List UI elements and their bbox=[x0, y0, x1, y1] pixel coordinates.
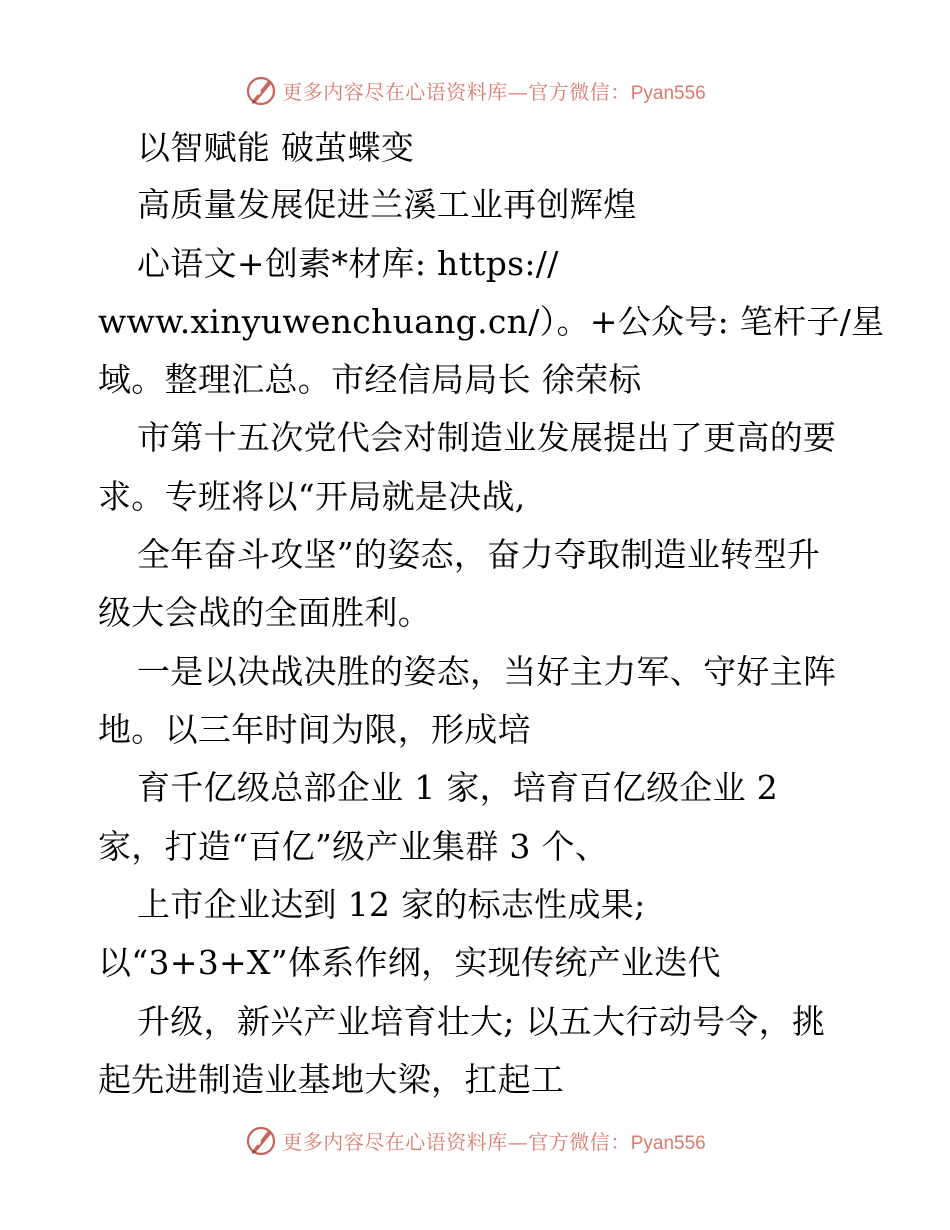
watermark-text: 更多内容尽在心语资料库—官方微信：Pyan556 bbox=[282, 1129, 706, 1154]
text-line: www.xinyuwenchuang.cn/）。+公众号: 笔杆子/星 bbox=[98, 302, 885, 341]
footer-watermark bbox=[0, 1120, 950, 1160]
text-line: 地。以三年时间为限，形成培 bbox=[98, 710, 531, 749]
text-line: 以“3+3+X”体系作纲，实现传统产业迭代 bbox=[98, 943, 721, 982]
text-line: 域。整理汇总。市经信局局长 徐荣标 bbox=[98, 360, 642, 399]
text-line: 求。专班将以“开局就是决战, bbox=[98, 477, 526, 516]
text-line: 家，打造“百亿”级产业集群 3 个、 bbox=[98, 827, 609, 866]
text-line: 升级，新兴产业培育壮大; 以五大行动号令，挑 bbox=[137, 1002, 826, 1041]
text-line: 级大会战的全面胜利。 bbox=[98, 593, 431, 632]
pen-logo-icon bbox=[244, 1123, 278, 1157]
header-watermark bbox=[0, 70, 950, 110]
watermark-text: 更多内容尽在心语资料库—官方微信：Pyan556 bbox=[282, 79, 706, 104]
text-line: 市第十五次党代会对制造业发展提出了更高的要 bbox=[137, 418, 837, 457]
title-line-2: 高质量发展促进兰溪工业再创辉煌 bbox=[137, 185, 637, 224]
title-line-1: 以智赋能 破茧蝶变 bbox=[137, 128, 415, 167]
text-line: 全年奋斗攻坚”的姿态，奋力夺取制造业转型升 bbox=[137, 535, 821, 574]
text-line: 一是以决战决胜的姿态，当好主力军、守好主阵 bbox=[137, 652, 837, 691]
text-line: 上市企业达到 12 家的标志性成果; bbox=[137, 885, 646, 924]
text-line: 心语文+创素*材库: https:// bbox=[137, 244, 559, 283]
text-line: 育千亿级总部企业 1 家，培育百亿级企业 2 bbox=[137, 768, 779, 807]
pen-logo-icon bbox=[244, 73, 278, 107]
text-line: 起先进制造业基地大梁，扛起工 bbox=[98, 1060, 565, 1099]
